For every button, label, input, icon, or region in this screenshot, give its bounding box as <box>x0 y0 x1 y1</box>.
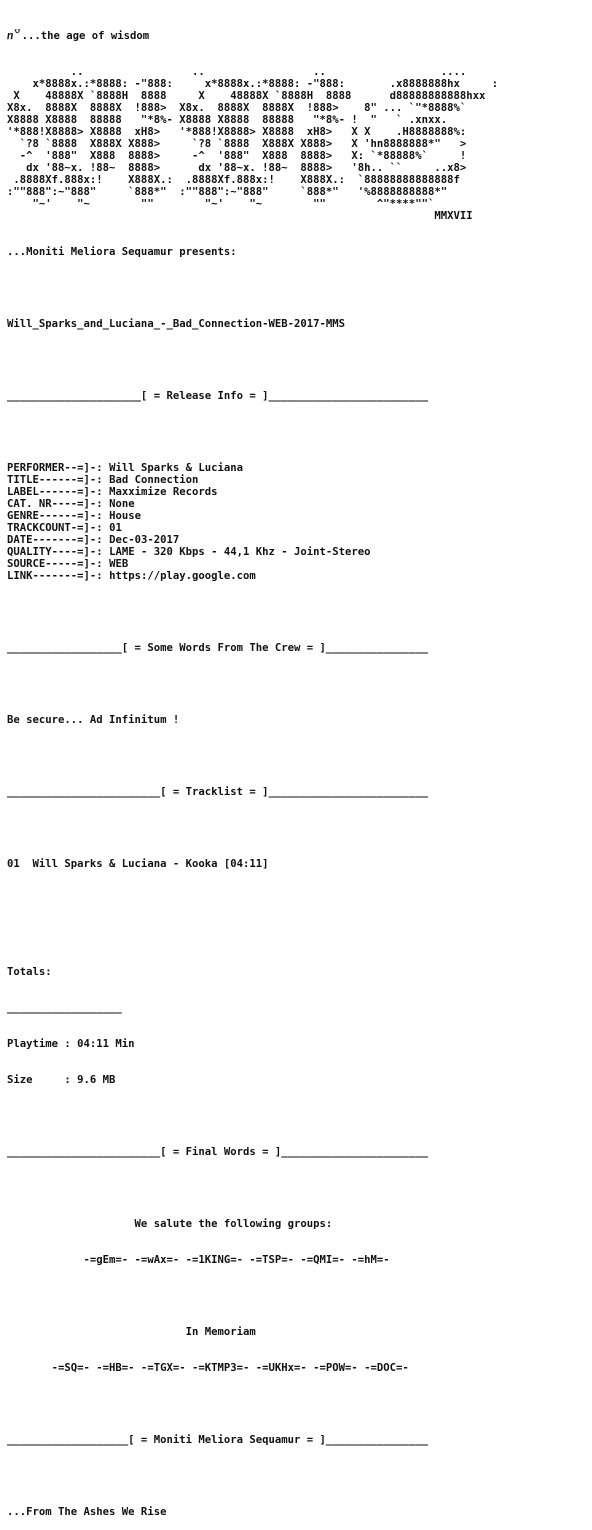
ascii-art-line: MMXVII <box>7 210 473 222</box>
blank-line <box>7 1470 498 1482</box>
release-info-table <box>7 462 498 582</box>
totals-size: Size : 9.6 MB <box>7 1074 116 1086</box>
salute-groups: -=gEm=- -=wAx=- -=1KING=- -=TSP=- -=QMI=- -=hM=- <box>7 1254 390 1266</box>
ascii-art-logo <box>7 66 498 222</box>
release-info-label: LINK-------=]-: <box>7 570 110 582</box>
release-info-label: GENRE------=]-: <box>7 510 110 522</box>
blank-line <box>7 678 498 690</box>
release-info-label: TRACKCOUNT-=]-: <box>7 522 110 534</box>
release-name: Will_Sparks_and_Luciana_-_Bad_Connection-WEB-2017-MMS <box>7 318 346 330</box>
release-info-label: QUALITY----=]-: <box>7 546 110 558</box>
salute-line: We salute the following groups: <box>7 1218 333 1230</box>
release-info-row <box>7 498 498 510</box>
release-info-divider: _____________________[ = Release Info = ]_________________________ <box>7 390 428 402</box>
release-info-value: Dec-03-2017 <box>109 534 180 546</box>
release-info-label: PERFORMER--=]-: <box>7 462 110 474</box>
ascii-art-line: X 48888X `8888H 8888 X 48888X `8888H 8888 d88888888888hxx <box>7 90 486 102</box>
ascii-art-line: '*888!X8888> X8888 xH8> '*888!X8888> X8888 xH8> X X .H8888888%: <box>7 126 467 138</box>
release-info-label: SOURCE-----=]-: <box>7 558 110 570</box>
ascii-art-line: -^ '888" X888 8888> -^ '888" X888 8888> X: `*88888%` ! <box>7 150 467 162</box>
release-info-row <box>7 534 498 546</box>
release-info-row <box>7 570 498 582</box>
nfo-document <box>7 6 498 1530</box>
intro-line: ⴖ꒵...the age of wisdom <box>7 30 150 42</box>
memoriam-line: In Memoriam <box>7 1326 256 1338</box>
release-info-value: Bad Connection <box>109 474 199 486</box>
release-info-label: LABEL------=]-: <box>7 486 110 498</box>
release-info-row <box>7 474 498 486</box>
blank-line <box>7 822 498 834</box>
blank-line <box>7 1398 498 1410</box>
release-info-row <box>7 522 498 534</box>
blank-line <box>7 894 498 906</box>
blank-line <box>7 1182 498 1194</box>
tracklist <box>7 858 498 870</box>
blank-line <box>7 1290 498 1302</box>
blank-line <box>7 426 498 438</box>
blank-line <box>7 606 498 618</box>
release-info-value: 01 <box>109 522 122 534</box>
totals-heading: Totals: <box>7 966 52 978</box>
release-info-value: https://play.google.com <box>109 570 256 582</box>
ascii-art-line: `?8 `8888 X888X X888> `?8 `8888 X888X X888> X 'hn8888888*" > <box>7 138 467 150</box>
footer-divider: ___________________[ = Moniti Meliora Sequamur = ]________________ <box>7 1434 428 1446</box>
release-info-label: DATE-------=]-: <box>7 534 110 546</box>
ascii-art-line: .. .. .. .... <box>7 66 467 78</box>
blank-line <box>7 282 498 294</box>
release-info-row <box>7 462 498 474</box>
ascii-art-line: :""888":~"888" `888*" :""888":~"888" `888*" '%8888888888*" <box>7 186 448 198</box>
release-info-row <box>7 558 498 570</box>
release-info-row <box>7 486 498 498</box>
totals-playtime: Playtime : 04:11 Min <box>7 1038 135 1050</box>
blank-line <box>7 930 498 942</box>
ascii-art-line: X8x. 8888X 8888X !888> X8x. 8888X 8888X !888> 8" ... `"*8888%` <box>7 102 467 114</box>
blank-line <box>7 1110 498 1122</box>
tracklist-divider: ________________________[ = Tracklist = ]_________________________ <box>7 786 428 798</box>
release-info-value: LAME - 320 Kbps - 44,1 Khz - Joint-Stereo <box>109 546 371 558</box>
blank-line <box>7 750 498 762</box>
release-info-label: TITLE------=]-: <box>7 474 110 486</box>
presents-line: ...Moniti Meliora Sequamur presents: <box>7 246 237 258</box>
release-info-value: House <box>109 510 141 522</box>
memoriam-groups: -=SQ=- -=HB=- -=TGX=- -=KTMP3=- -=UKHx=- -=POW=- -=DOC=- <box>7 1362 409 1374</box>
release-info-value: Maxximize Records <box>109 486 218 498</box>
crew-divider: __________________[ = Some Words From The Crew = ]________________ <box>7 642 428 654</box>
track-entry: 01 Will Sparks & Luciana - Kooka [04:11] <box>7 858 269 870</box>
blank-line <box>7 354 498 366</box>
totals-underline: __________________ <box>7 1002 122 1014</box>
ascii-art-line: dx '88~x. !88~ 8888> dx '88~x. !88~ 8888> '8h.. `` ..x8> <box>7 162 467 174</box>
release-info-row <box>7 546 498 558</box>
ascii-art-line: x*8888x.:*8888: -"888: x*8888x.:*8888: -"888: .x8888888hx : <box>7 78 499 90</box>
release-info-value: None <box>109 498 135 510</box>
outro-line: ...From The Ashes We Rise <box>7 1506 167 1518</box>
ascii-art-line: "~' "~ "" "~' "~ "" ^"****""` <box>7 198 435 210</box>
release-info-label: CAT. NR----=]-: <box>7 498 110 510</box>
ascii-art-line: X8888 X8888 88888 "*8%- X8888 X8888 88888 "*8%- ! " ` .xnxx. <box>7 114 448 126</box>
crew-text: Be secure... Ad Infinitum ! <box>7 714 180 726</box>
release-info-value: Will Sparks & Luciana <box>109 462 243 474</box>
release-info-value: WEB <box>109 558 129 570</box>
release-info-row <box>7 510 498 522</box>
final-words-divider: ________________________[ = Final Words = ]_______________________ <box>7 1146 428 1158</box>
ascii-art-line: .8888Xf.888x:! X888X.: .8888Xf.888x:! X888X.: `88888888888888f <box>7 174 460 186</box>
